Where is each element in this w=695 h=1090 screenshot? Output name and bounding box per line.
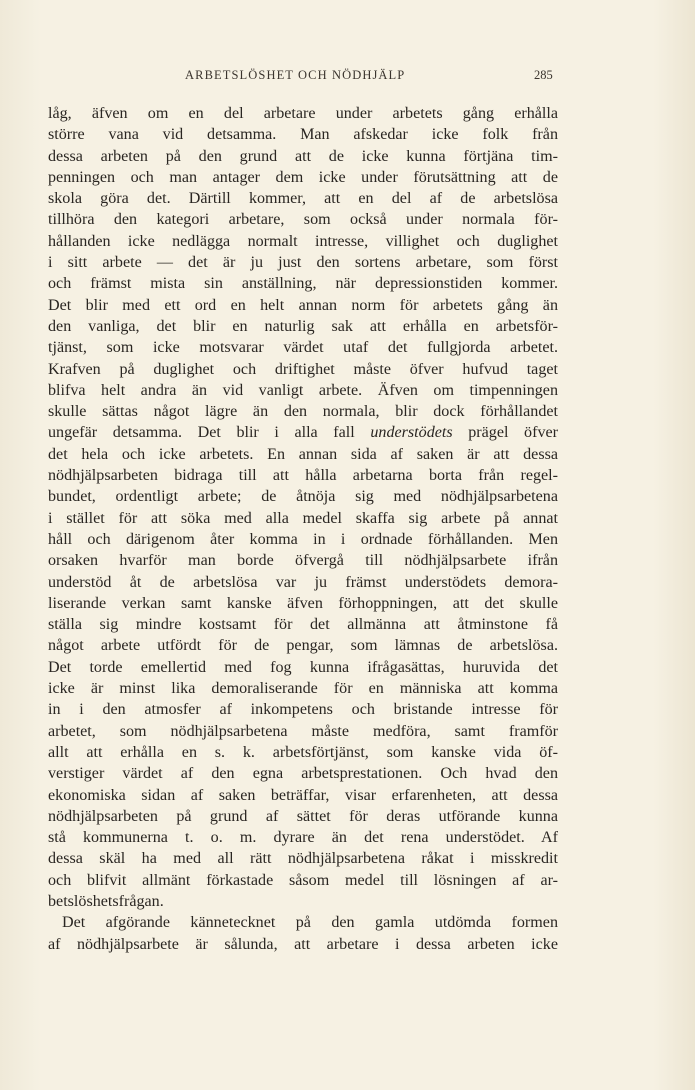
- text-line: Krafven på duglighet och driftighet måste öfver hufvud taget: [48, 360, 558, 378]
- text-line: arbetet, som nödhjälpsarbetena måste medföra, samt framför: [48, 722, 558, 740]
- text-line: i stället för att söka med alla medel skaffa sig arbete på annat: [48, 509, 558, 527]
- emphasized-word: understödets: [370, 424, 453, 442]
- text-line: ekonomiska sidan af saken beträffar, visar erfarenheten, att dessa: [48, 786, 558, 804]
- text-line: verstiger värdet af den egna arbetsprestationen. Och hvad den: [48, 765, 558, 783]
- page-number: 285: [534, 68, 553, 82]
- text-line: icke är minst lika demoraliserande för en människa att komma: [48, 680, 558, 698]
- text-line: i sitt arbete — det är ju just den sortens arbetare, som först: [48, 254, 558, 272]
- text-line: Det blir med ett ord en helt annan norm för arbetets gång än: [48, 296, 558, 314]
- text-line: nödhjälpsarbeten på grund af sättet för deras utförande kunna: [48, 807, 558, 825]
- text-line: bundet, ordentligt arbete; de åtnöja sig med nödhjälpsarbetena: [48, 488, 558, 506]
- text-line: penningen och man antager dem icke under förutsättning att de: [48, 168, 558, 186]
- text-line: blifva helt andra än vid vanligt arbete. Äfven om timpenningen: [48, 381, 558, 399]
- text-line: tillhöra den kategori arbetare, som också under normala för-: [48, 211, 558, 229]
- text-line: hållanden icke nedlägga normalt intresse, villighet och duglighet: [48, 232, 558, 250]
- text-line: nödhjälpsarbeten bidraga till att hålla arbetarna borta från regel-: [48, 467, 558, 485]
- text-line: stå kommunerna t. o. m. dyrare än det rena understödet. Af: [48, 829, 558, 847]
- text-line: skola göra det. Därtill kommer, att en del af de arbetslösa: [48, 190, 558, 208]
- text-line: något arbete utfördt för de pengar, som lämnas de arbetslösa.: [48, 637, 558, 655]
- text-line: håll och därigenom åter komma in i ordnade förhållanden. Men: [48, 530, 558, 548]
- text-line: af nödhjälpsarbete är sålunda, att arbetare i dessa arbeten icke: [48, 935, 558, 953]
- text-line: och främst mista sin anställning, när depressionstiden kommer.: [48, 275, 558, 293]
- page-header: [0, 68, 695, 90]
- text-line: Det torde emellertid med fog kunna ifrågasättas, huruvida det: [48, 658, 558, 676]
- text-segment: prägel öfver: [468, 424, 558, 442]
- text-line: och blifvit allmänt förkastade såsom medel till lösningen af ar-: [48, 871, 558, 889]
- paragraph-first-line: Det afgörande kännetecknet på den gamla utdömda formen: [62, 914, 558, 932]
- text-line: understöd åt de arbetslösa var ju främst understödets demora-: [48, 573, 558, 591]
- text-segment: ungefär detsamma. Det blir i alla fall: [48, 424, 355, 442]
- text-line-with-emphasis: [48, 422, 558, 443]
- running-title: ARBETSLÖSHET OCH NÖDHJÄLP: [185, 68, 406, 82]
- text-line: låg, äfven om en del arbetare under arbetets gång erhålla: [48, 105, 558, 122]
- text-line: tjänst, som icke motsvarar värdet utaf det fullgjorda arbetet.: [48, 339, 558, 357]
- text-line: dessa arbeten på den grund att de icke kunna förtjäna tim-: [48, 147, 558, 165]
- text-line: orsaken hvarför man borde öfvergå till nödhjälpsarbete ifrån: [48, 552, 558, 570]
- text-line: skulle sättas något lägre än den normala, blir dock förhållandet: [48, 403, 558, 421]
- paragraph-last-line: betslöshetsfrågan.: [48, 892, 164, 910]
- text-line: dessa skäl ha med all rätt nödhjälpsarbetena råkat i misskredit: [48, 850, 558, 868]
- body-text: [48, 103, 558, 955]
- text-line: in i den atmosfer af inkompetens och bristande intresse för: [48, 701, 558, 719]
- text-line: den vanliga, det blir en naturlig sak att erhålla en arbetsför-: [48, 317, 558, 335]
- text-line: ställa sig mindre kostsamt för det allmänna att åtminstone få: [48, 616, 558, 634]
- text-line: större vana vid detsamma. Man afskedar icke folk från: [48, 126, 558, 144]
- text-line: det hela och icke arbetets. En annan sida af saken är att dessa: [48, 445, 558, 463]
- text-line: liserande verkan samt kanske äfven förhoppningen, att det skulle: [48, 594, 558, 612]
- text-line: allt att erhålla en s. k. arbetsförtjänst, som kanske vida öf-: [48, 743, 558, 761]
